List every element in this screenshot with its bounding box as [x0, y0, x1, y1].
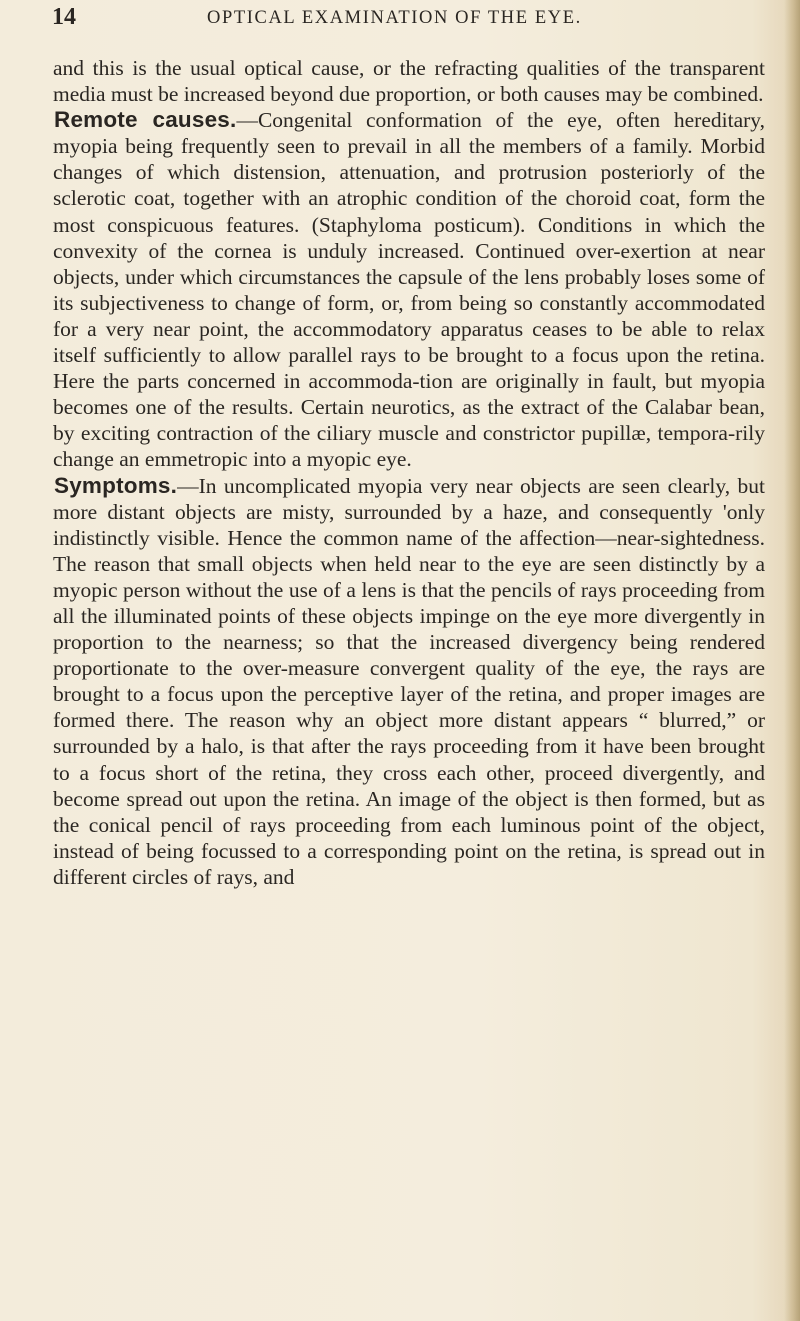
page-number: 14	[52, 4, 76, 30]
symptoms-heading: Symptoms.	[54, 472, 178, 498]
running-title: OPTICAL EXAMINATION OF THE EYE.	[207, 8, 582, 28]
remote-causes-text: —Congenital conformation of the eye, often hereditary, myopia being frequently seen to prevail in all the members of a family. Morbid changes of which distension, attenuation, and protrusion posteriorly of the sclerotic coat, together with an atrophic condition of the choroid coat, form the most conspicuous features. (Staphyloma posticum). Conditions in which the convexity of the cornea is unduly increased. Continued over-exertion at near objects, under which circumstances the capsule of the lens probably loses some of its subjectiveness to change of form, or, from being so constantly accommodated for a very near point, the accommodatory apparatus ceases to be able to relax itself sufficiently to allow parallel rays to be brought to a focus upon the retina. Here the parts concerned in accommoda-tion are originally in fault, but myopia becomes one of the results. Certain neurotics, as the extract of the Calabar bean, by exciting contraction of the ciliary muscle and constrictor pupillæ, tempora-rily change an emmetropic into a myopic eye.	[53, 108, 766, 472]
page-edge-shadow	[784, 0, 800, 1321]
remote-causes-heading: Remote causes.	[54, 107, 237, 133]
remote-causes-paragraph	[53, 107, 765, 472]
opening-paragraph: and this is the usual optical cause, or the refracting qualities of the transparent media must be increased beyond due proportion, or both causes may be combined.	[53, 56, 765, 107]
running-head	[52, 4, 752, 38]
symptoms-paragraph	[53, 473, 765, 891]
body-text	[53, 55, 765, 890]
symptoms-text: —In uncomplicated myopia very near objects are seen clearly, but more distant objects are misty, surrounded by a haze, and consequently 'only indistinctly visible. Hence the common name of the affection—near-sightedness. The reason that small objects when held near to the eye are seen distinctly by a myopic person without the use of a lens is that the pencils of rays proceeding from all the illuminated points of these objects impinge on the eye more divergently in proportion to the nearness; so that the increased divergency being rendered proportionate to the over-measure convergent quality of the eye, the rays are brought to a focus upon the perceptive layer of the retina, and proper images are formed there. The reason why an object more distant appears “ blurred,” or surrounded by a halo, is that after the rays proceeding from it have been brought to a focus short of the retina, they cross each other, proceed divergently, and become spread out upon the retina. An image of the object is then formed, but as the conical pencil of rays proceeding from each luminous point of the object, instead of being focussed to a corresponding point on the retina, is spread out in different circles of rays, and	[53, 473, 765, 889]
